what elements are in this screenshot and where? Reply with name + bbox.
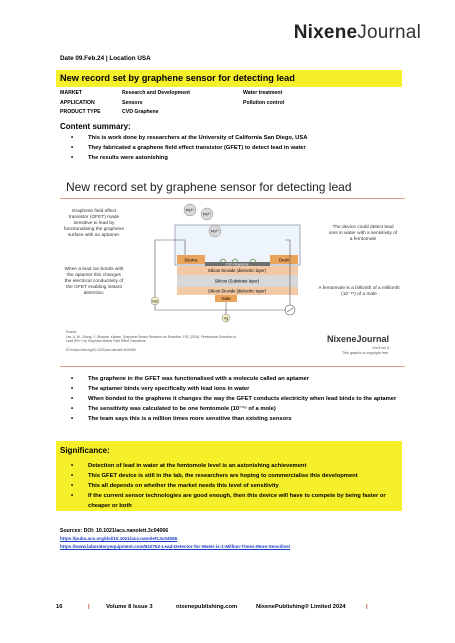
dateline: Date 09.Feb.24 | Location USA — [60, 55, 151, 62]
list-item: • They fabricated a graphene field effect transistor (GFET) to detect lead in water — [60, 143, 405, 153]
footer-separator: | — [366, 604, 368, 610]
footer-separator: | — [88, 604, 90, 610]
list-item: • The results were astonishing — [60, 153, 405, 163]
ion-label: Pb²⁺ — [185, 207, 195, 213]
sources-block — [60, 528, 290, 552]
meta-label: MARKET — [60, 90, 83, 96]
list-item: • The sensitivity was calculated to be one femtomole (10⁻¹⁵ of a mole) — [60, 404, 405, 414]
list-item: • The graphene in the GFET was functionalised with a molecule called an aptamer — [60, 374, 405, 384]
figure-left-text-1: Graphene field effect transistor (GFET) made sensitive to lead by functionalising the graphene surface with an aptamer. — [64, 209, 125, 238]
meta-label: PRODUCT TYPE — [60, 109, 101, 115]
list-item: • This GFET device is still in the lab, the researchers are hoping to commercialise this development — [60, 471, 405, 481]
page-footer — [56, 604, 416, 612]
source-link[interactable]: https://www.laboratoryequipment.com/610762-Lead-Detector-for-Water-is-1-Million-Times-More-Sensitive/ — [60, 544, 291, 550]
list-item: • This is work done by researchers at the University of California San Diego, USA — [60, 133, 405, 143]
article-meta-table — [60, 90, 400, 119]
meta-row-product-type — [60, 109, 400, 119]
footer-site: nixenepublishing.com — [176, 604, 238, 610]
graphene-label: CVD Graphene — [225, 262, 249, 267]
divider — [60, 198, 405, 199]
summary-list — [60, 133, 405, 163]
list-item: • When bonded to the graphene it changes the way the GFET conducts electricity when lead binds to the aptamer — [60, 394, 405, 404]
list-item: • This all depends on whether the market needs this level of sensitivity — [60, 481, 405, 491]
source-label: Source — [184, 257, 198, 263]
divider — [60, 366, 405, 367]
silicon-label: Silicon (Substrate layer) — [214, 278, 260, 284]
drain-label: Drain — [278, 257, 290, 263]
journal-logo: NixeneJournal — [293, 22, 421, 43]
meta-label: APPLICATION — [60, 99, 95, 106]
figure-left-text-2: When a lead ion bonds with the aptamer this changes the electrical conductivity of the GFET enabling instant detection. — [64, 267, 124, 296]
sources-label: Sources: DOI: 10.1021/acs.nanolett.3c04066 — [60, 528, 169, 534]
source-link[interactable]: https://pubs.acs.org/doi/10.1021/acs.nanolett.3c04066 — [60, 536, 178, 542]
list-item: • The team says this is a million times more sensitive than existing sensors — [60, 414, 405, 424]
significance-heading: Significance: — [60, 446, 110, 455]
meta-value: Research and Development — [122, 90, 191, 96]
list-item: • Detection of lead in water at the femtomole level is an astonishing achievement — [60, 461, 405, 471]
footer-company: NixenePublishing® Limited 2024 — [256, 604, 346, 610]
figure-volume: Vol 8 Iss 3 This graphic is copyright free. — [342, 346, 389, 355]
summary-heading: Content summary: — [60, 122, 131, 131]
ion-label: Pb²⁺ — [210, 228, 220, 234]
sio2-top-label: Silicon Dioxide (dielectric layer) — [207, 268, 267, 273]
sio2-bottom-label: Silicon Dioxide (dielectric layer) — [207, 288, 267, 294]
meta-row-market — [60, 90, 400, 100]
footer-volume: Volume 8 Issue 3 — [106, 604, 153, 610]
meta-value: Sensors — [122, 99, 143, 106]
significance-list — [60, 461, 405, 511]
gate-label: Gate — [221, 296, 231, 301]
meta-extra: Water treatment — [243, 90, 283, 96]
figure-right-text-2: A femtomole is a billionth of a millionth (10⁻¹⁵) of a mole — [318, 286, 400, 297]
key-points-list — [60, 374, 405, 424]
vds-label: Vds — [151, 299, 159, 304]
figure-brand: NixeneJournal — [326, 334, 389, 344]
meta-extra: Pollution control — [243, 99, 285, 106]
article-headline: New record set by graphene sensor for detecting lead — [56, 70, 402, 87]
ion-label: Pb²⁺ — [202, 211, 212, 217]
vg-label: Vg — [223, 316, 229, 321]
list-item: • If the current sensor technologies are good enough, then this device will have to compete by being faster or cheaper or both — [60, 491, 405, 511]
meta-value: CVD Graphene — [122, 109, 159, 115]
meta-row-application — [60, 100, 400, 110]
figure-source-note: Source: Lee, A. W., Zhang, Y., Bhavsar, Kaiwen, Graphene Sensor Reaches Ion Detection, FIG. (2024). Femtomolar Detection of Lead (Pb²⁺) by Graphene-Based Field Effect Transistors. ... DOI https://doi.org/10.1021/acs.nanolett.3c04066 — [66, 330, 236, 353]
figure-title: New record set by graphene sensor for detecting lead — [66, 180, 352, 194]
page-number: 16 — [56, 604, 63, 610]
list-item: • The aptamer binds very specifically with lead ions in water — [60, 384, 405, 394]
figure-right-text-1: The device could detect lead ions in water with a sensitivity of a femtomole — [328, 225, 398, 242]
